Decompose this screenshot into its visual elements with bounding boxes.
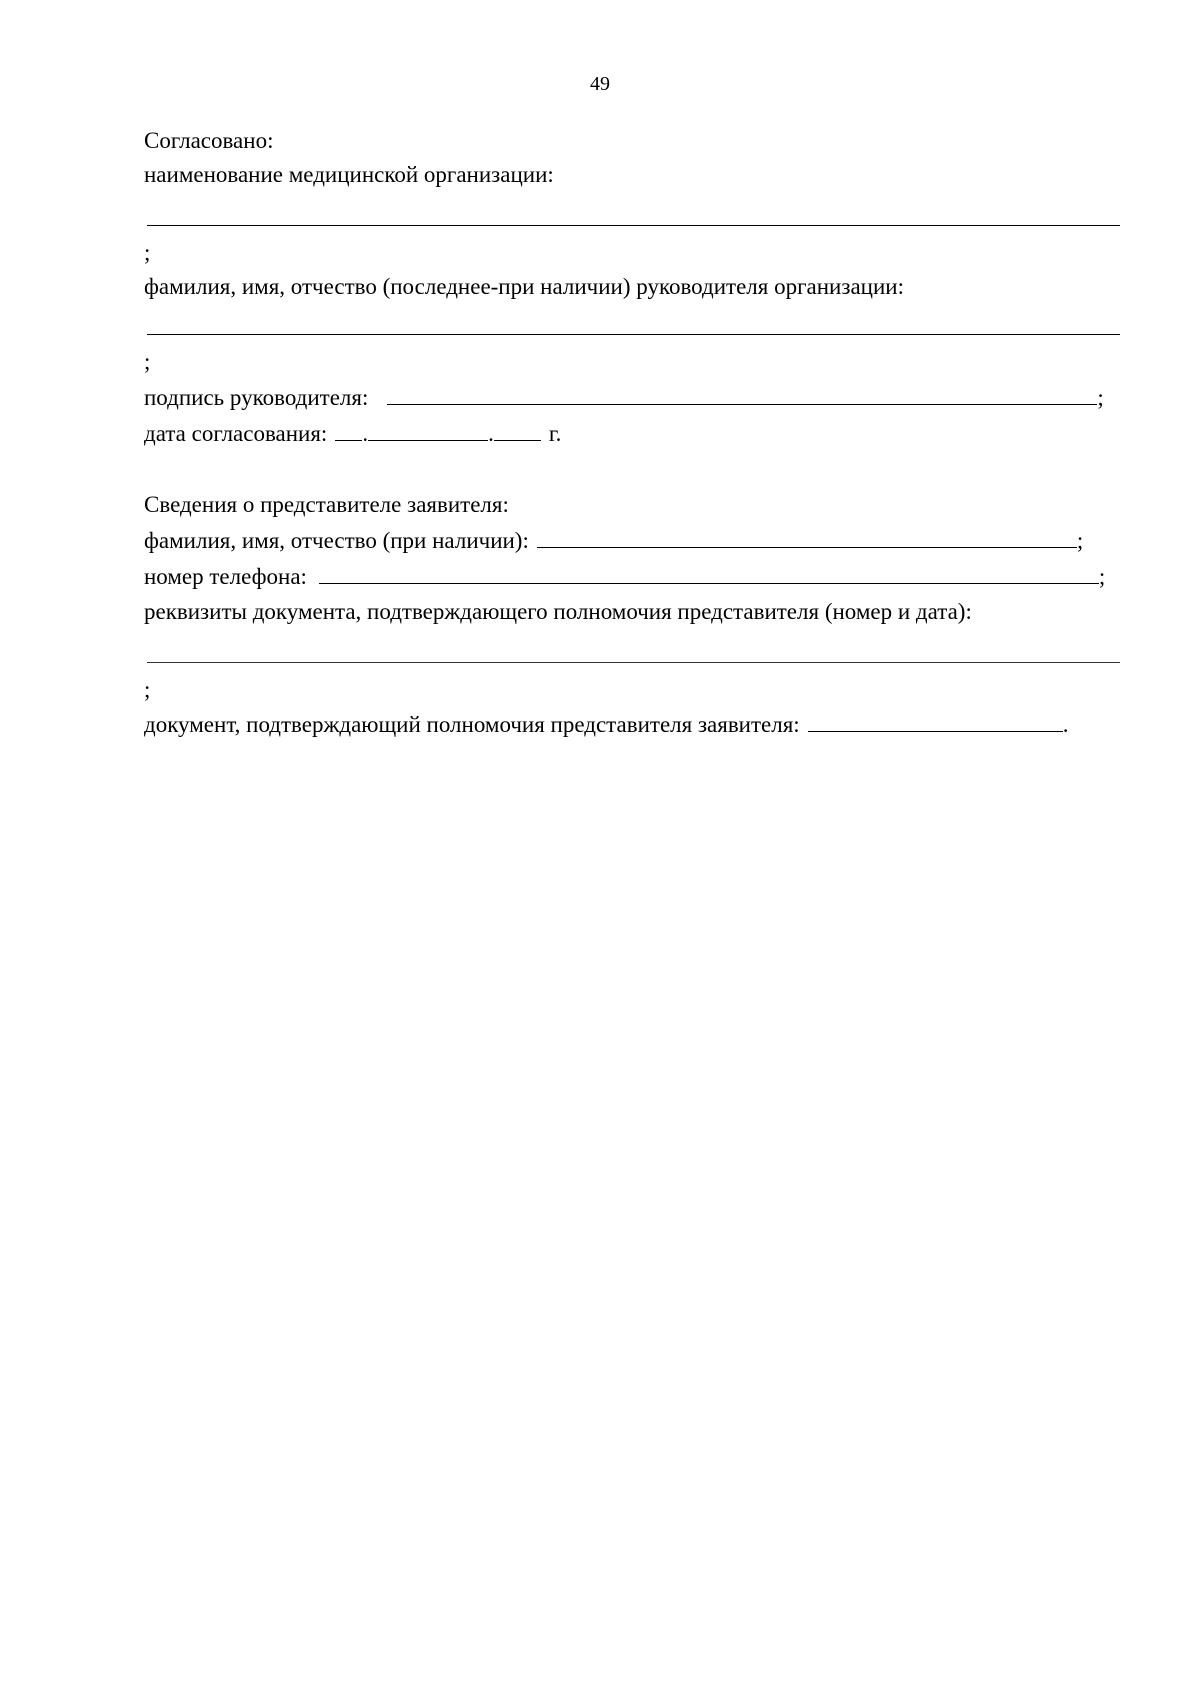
date-row: [144, 418, 561, 449]
rep-fio-row: [144, 525, 1083, 556]
signature-field[interactable]: [387, 382, 1097, 405]
date-label: дата согласования:: [144, 421, 328, 446]
rep-doc-label: документ, подтверждающий полномочия представителя заявителя:: [144, 712, 800, 737]
rep-doc-end: .: [1062, 712, 1069, 737]
org-name-end: ;: [144, 240, 151, 265]
date-year-suffix: г.: [548, 421, 562, 446]
rep-doc-details-label: реквизиты документа, подтверждающего полномочия представителя (номер и дата):: [144, 599, 972, 624]
date-dot-1: .: [362, 421, 369, 446]
page-number: 49: [590, 73, 610, 95]
rep-doc-details-end: ;: [144, 677, 151, 702]
rep-doc-details-field[interactable]: [147, 662, 1120, 663]
representative-heading: Сведения о представителе заявителя:: [144, 492, 509, 517]
org-name-label: наименование медицинской организации:: [144, 162, 554, 187]
date-month-field[interactable]: [368, 418, 488, 441]
rep-phone-label: номер телефона:: [144, 564, 307, 589]
rep-phone-field[interactable]: [319, 561, 1099, 584]
rep-doc-row: [144, 709, 1068, 740]
rep-fio-end: ;: [1076, 528, 1084, 553]
signature-row: [144, 382, 1104, 413]
date-day-field[interactable]: [335, 418, 362, 441]
approval-heading: Согласовано:: [144, 128, 274, 153]
rep-phone-end: ;: [1098, 564, 1106, 589]
rep-fio-field[interactable]: [537, 525, 1077, 548]
rep-doc-field[interactable]: [808, 709, 1063, 732]
head-name-label: фамилия, имя, отчество (последнее-при наличии) руководителя организации:: [144, 274, 904, 299]
rep-fio-label: фамилия, имя, отчество (при наличии):: [144, 528, 529, 553]
date-dot-2: .: [488, 421, 494, 446]
head-name-field[interactable]: [147, 334, 1120, 335]
head-name-end: ;: [144, 349, 151, 374]
org-name-field[interactable]: [147, 225, 1120, 226]
rep-phone-row: [144, 561, 1105, 592]
date-year-field[interactable]: [494, 418, 541, 441]
signature-end: ;: [1097, 385, 1104, 410]
signature-label: подпись руководителя:: [144, 385, 369, 410]
